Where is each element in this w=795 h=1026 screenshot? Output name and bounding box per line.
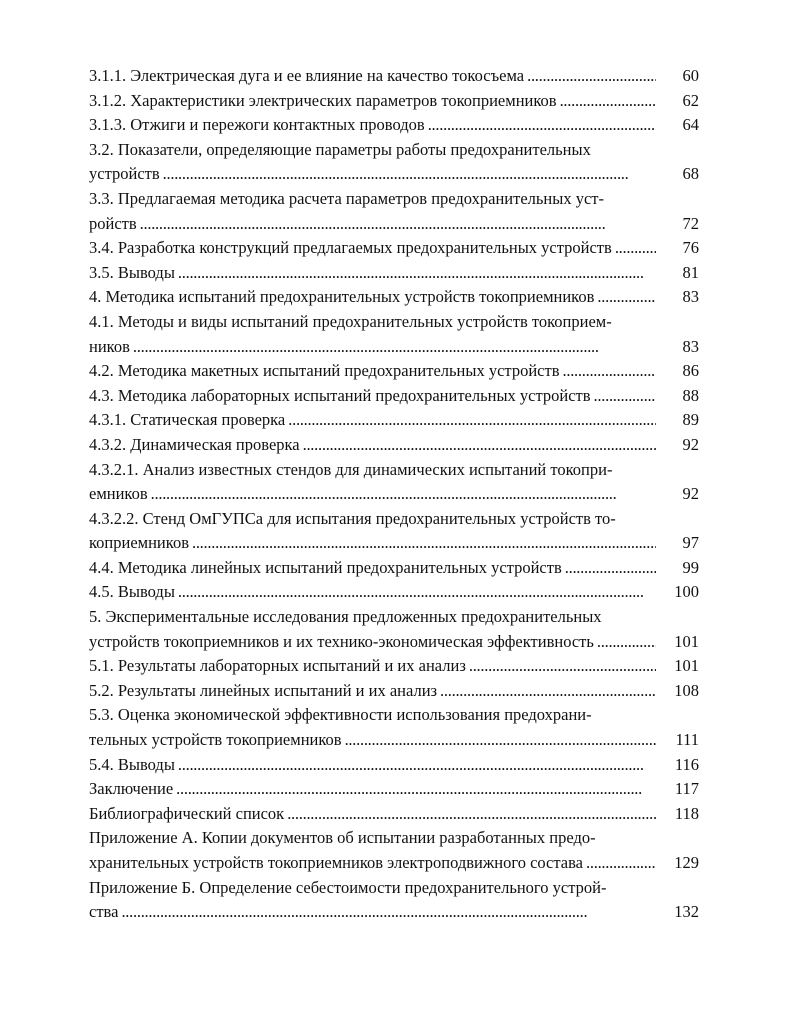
- toc-page-number: 111: [675, 730, 699, 750]
- toc-entry: [89, 187, 699, 236]
- toc-entry-title: 4.3.2.2. Стенд ОмГУПСа для испытания предохранительных устройств то-: [89, 508, 616, 528]
- toc-entry-last-line: [89, 777, 699, 802]
- dot-leader: [303, 433, 656, 458]
- dot-leader: [163, 162, 656, 187]
- toc-entry-line: [89, 310, 658, 335]
- toc-page-number: 88: [682, 385, 699, 405]
- dot-leader: [133, 335, 656, 360]
- toc-page-number: 92: [682, 434, 699, 454]
- toc-entry: [89, 359, 699, 384]
- toc-entry-title: 3.1.3. Отжиги и пережоги контактных проводов: [89, 115, 425, 135]
- toc-entry-line: [89, 458, 658, 483]
- toc-entry-last-line: [89, 482, 699, 507]
- toc-entry-last-line: [89, 753, 699, 778]
- toc-entry: [89, 261, 699, 286]
- dot-leader: [178, 580, 656, 605]
- toc-entry: [89, 654, 699, 679]
- toc-entry-title: 4.3.1. Статическая проверка: [89, 410, 286, 430]
- dot-leader: [615, 236, 656, 261]
- toc-entry: [89, 408, 699, 433]
- toc-entry-last-line: [89, 384, 699, 409]
- toc-page-number: 99: [682, 557, 699, 577]
- toc-page-number: 62: [682, 90, 699, 110]
- toc-page-number: 86: [682, 361, 699, 381]
- toc-entry-last-line: [89, 679, 699, 704]
- toc-entry: [89, 802, 699, 827]
- toc-entry: [89, 876, 699, 925]
- toc-entry-title: тельных устройств токоприемников: [89, 730, 342, 750]
- toc-entry-title: 4. Методика испытаний предохранительных устройств токоприемников: [89, 287, 595, 307]
- dot-leader: [565, 556, 656, 581]
- toc-entry-last-line: [89, 89, 699, 114]
- toc-entry-title: 4.3.2.1. Анализ известных стендов для динамических испытаний токопри-: [89, 459, 613, 479]
- toc-entry-line: [89, 187, 658, 212]
- toc-entry: [89, 138, 699, 187]
- toc-entry: [89, 113, 699, 138]
- toc-entry-title: Приложение Б. Определение себестоимости предохранительного устрой-: [89, 877, 607, 897]
- dot-leader: [594, 384, 656, 409]
- toc-entry-last-line: [89, 654, 699, 679]
- dot-leader: [151, 482, 656, 507]
- toc-entry-title: Заключение: [89, 779, 174, 799]
- toc-entry: [89, 89, 699, 114]
- toc-page-number: 132: [674, 902, 699, 922]
- toc-entry-last-line: [89, 556, 699, 581]
- toc-entry-title: 3.5. Выводы: [89, 262, 175, 282]
- dot-leader: [140, 212, 656, 237]
- dot-leader: [428, 113, 656, 138]
- toc-entry-title: 3.3. Предлагаемая методика расчета параметров предохранительных уст-: [89, 188, 604, 208]
- toc-page-number: 101: [674, 631, 699, 651]
- toc-entry-title: 3.4. Разработка конструкций предлагаемых предохранительных устройств: [89, 238, 612, 258]
- toc-entry-line: [89, 826, 658, 851]
- toc-entry-last-line: [89, 285, 699, 310]
- toc-entry-last-line: [89, 630, 699, 655]
- toc-entry-last-line: [89, 64, 699, 89]
- toc-page-number: 83: [682, 336, 699, 356]
- toc-entry-title: Библиографический список: [89, 803, 285, 823]
- dot-leader: [287, 802, 656, 827]
- toc-page-number: 100: [674, 582, 699, 602]
- toc-page-number: 76: [682, 238, 699, 258]
- toc-entry-line: [89, 605, 658, 630]
- toc-entry: [89, 556, 699, 581]
- toc-page-number: 60: [682, 66, 699, 85]
- toc-entry: [89, 703, 699, 752]
- toc-entry-last-line: [89, 359, 699, 384]
- dot-leader: [176, 777, 656, 802]
- toc-entry-line: [89, 138, 658, 163]
- toc-entry: [89, 458, 699, 507]
- dot-leader: [121, 900, 656, 925]
- toc-entry-title: 3.2. Показатели, определяющие параметры работы предохранительных: [89, 139, 591, 159]
- toc-entry-title: емников: [89, 484, 148, 504]
- toc-entry-title: ства: [89, 902, 119, 922]
- toc-entry-last-line: [89, 802, 699, 827]
- toc-entry-title: 5.3. Оценка экономической эффективности использования предохрани-: [89, 705, 592, 725]
- toc-entry: [89, 679, 699, 704]
- toc-page-number: 101: [674, 656, 699, 676]
- toc-entry-last-line: [89, 531, 699, 556]
- toc-entry-last-line: [89, 900, 699, 925]
- toc-entry-last-line: [89, 728, 699, 753]
- dot-leader: [178, 261, 656, 286]
- toc-entry-title: 4.5. Выводы: [89, 582, 175, 602]
- dot-leader: [586, 851, 656, 876]
- dot-leader: [192, 531, 656, 556]
- toc-page-number: 89: [682, 410, 699, 430]
- toc-page-number: 118: [674, 803, 699, 823]
- toc-entry-title: 4.2. Методика макетных испытаний предохранительных устройств: [89, 361, 560, 381]
- toc-entry-last-line: [89, 851, 699, 876]
- toc-entry: [89, 64, 699, 89]
- dot-leader: [178, 753, 656, 778]
- toc-page-number: 116: [674, 754, 699, 774]
- dot-leader: [288, 408, 656, 433]
- toc-page-number: 64: [682, 115, 699, 135]
- toc-entry-title: ников: [89, 336, 130, 356]
- toc-page-number: 68: [682, 164, 699, 184]
- toc-entry-last-line: [89, 261, 699, 286]
- table-of-contents: [89, 64, 699, 925]
- toc-entry: [89, 236, 699, 261]
- toc-entry: [89, 580, 699, 605]
- toc-entry-title: Приложение А. Копии документов об испытании разработанных предо-: [89, 828, 596, 848]
- toc-entry-title: 4.3. Методика лабораторных испытаний предохранительных устройств: [89, 385, 591, 405]
- toc-page-number: 129: [674, 853, 699, 872]
- toc-entry: [89, 753, 699, 778]
- toc-entry-title: 5.4. Выводы: [89, 754, 175, 774]
- toc-entry-title: устройств токоприемников и их технико-экономическая эффективность: [89, 631, 594, 651]
- toc-entry-last-line: [89, 580, 699, 605]
- toc-entry-line: [89, 507, 658, 532]
- dot-leader: [597, 285, 656, 310]
- toc-entry-title: коприемников: [89, 533, 189, 553]
- toc-page-number: 108: [674, 680, 699, 700]
- toc-entry-title: 5.2. Результаты линейных испытаний и их анализ: [89, 680, 438, 700]
- toc-entry-last-line: [89, 113, 699, 138]
- toc-page-number: 81: [682, 262, 699, 282]
- toc-entry-title: 5. Экспериментальные исследования предложенных предохранительных: [89, 607, 602, 627]
- toc-entry-last-line: [89, 335, 699, 360]
- toc-entry-last-line: [89, 236, 699, 261]
- toc-entry: [89, 777, 699, 802]
- toc-entry-last-line: [89, 433, 699, 458]
- toc-entry-title: ройств: [89, 213, 137, 233]
- toc-entry: [89, 310, 699, 359]
- toc-entry-line: [89, 876, 658, 901]
- dot-leader: [597, 630, 656, 655]
- toc-entry-line: [89, 703, 658, 728]
- toc-entry-title: 4.1. Методы и виды испытаний предохранительных устройств токоприем-: [89, 311, 612, 331]
- toc-page-number: 97: [682, 533, 699, 553]
- toc-entry-title: хранительных устройств токоприемников электроподвижного состава: [89, 853, 584, 872]
- toc-entry: [89, 507, 699, 556]
- toc-page-number: 72: [682, 213, 699, 233]
- toc-page-number: 83: [682, 287, 699, 307]
- toc-entry: [89, 433, 699, 458]
- toc-entry: [89, 826, 699, 875]
- dot-leader: [563, 359, 657, 384]
- dot-leader: [527, 64, 656, 89]
- toc-page-number: 117: [674, 779, 699, 799]
- toc-entry-last-line: [89, 162, 699, 187]
- toc-entry-last-line: [89, 408, 699, 433]
- toc-entry-title: 3.1.1. Электрическая дуга и ее влияние на качество токосъема: [89, 66, 525, 85]
- toc-entry-title: 4.3.2. Динамическая проверка: [89, 434, 300, 454]
- toc-entry-last-line: [89, 212, 699, 237]
- dot-leader: [440, 679, 656, 704]
- toc-entry-title: 4.4. Методика линейных испытаний предохранительных устройств: [89, 557, 562, 577]
- dot-leader: [345, 728, 656, 753]
- toc-entry: [89, 605, 699, 654]
- dot-leader: [469, 654, 656, 679]
- toc-entry-title: устройств: [89, 164, 160, 184]
- toc-entry: [89, 384, 699, 409]
- dot-leader: [560, 89, 656, 114]
- toc-entry-title: 5.1. Результаты лабораторных испытаний и их анализ: [89, 656, 466, 676]
- toc-page-number: 92: [682, 484, 699, 504]
- toc-entry: [89, 285, 699, 310]
- toc-entry-title: 3.1.2. Характеристики электрических параметров токоприемников: [89, 90, 557, 110]
